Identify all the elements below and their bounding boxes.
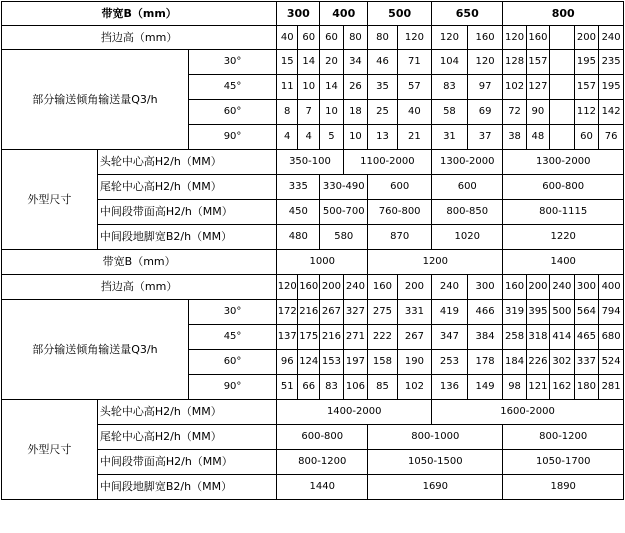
top-dim-cell: 1220 xyxy=(503,225,624,250)
top-dim-cell: 800-850 xyxy=(432,200,503,225)
top-value-cell: 14 xyxy=(320,75,343,100)
bottom-dim-cell: 600-800 xyxy=(277,425,368,450)
top-angle-label: 30° xyxy=(188,50,276,75)
top-angle-label: 45° xyxy=(188,75,276,100)
top-value-cell: 4 xyxy=(277,125,298,150)
top-value-cell: 127 xyxy=(526,75,549,100)
top-dim-cell: 1300-2000 xyxy=(503,150,624,175)
top-value-cell: 157 xyxy=(574,75,599,100)
top-capacity-label: 部分输送倾角输送量Q3/h xyxy=(2,50,189,150)
top-value-cell xyxy=(550,75,575,100)
bottom-wall-cell: 200 xyxy=(526,275,549,300)
bottom-value-cell: 524 xyxy=(599,350,624,375)
top-value-cell: 90 xyxy=(526,100,549,125)
top-value-cell: 102 xyxy=(503,75,526,100)
top-value-cell: 25 xyxy=(368,100,397,125)
bottom-value-cell: 106 xyxy=(343,375,368,400)
top-width-400: 400 xyxy=(320,2,368,26)
top-dim-label: 中间段带面高H2/h（MM） xyxy=(97,200,276,225)
bottom-angle-label: 60° xyxy=(188,350,276,375)
bottom-value-cell: 419 xyxy=(432,300,468,325)
spec-table xyxy=(1,1,624,500)
top-value-cell: 4 xyxy=(298,125,320,150)
top-value-cell: 14 xyxy=(298,50,320,75)
top-value-cell: 71 xyxy=(397,50,431,75)
top-dim-cell: 600 xyxy=(432,175,503,200)
bottom-width-1200: 1200 xyxy=(368,250,503,275)
bottom-value-cell: 347 xyxy=(432,325,468,350)
bottom-value-cell: 319 xyxy=(503,300,526,325)
top-dim-cell: 870 xyxy=(368,225,432,250)
top-wall-cell: 60 xyxy=(298,26,320,50)
top-value-cell: 120 xyxy=(467,50,503,75)
top-value-cell xyxy=(550,100,575,125)
top-dim-row xyxy=(2,150,624,175)
top-wall-cell xyxy=(550,26,575,50)
bottom-value-cell: 500 xyxy=(550,300,575,325)
bottom-dim-cell: 1690 xyxy=(368,475,503,500)
bottom-dim-label: 头轮中心高H2/h（MM） xyxy=(97,400,276,425)
top-value-cell: 235 xyxy=(599,50,624,75)
bottom-value-cell: 124 xyxy=(298,350,320,375)
top-width-300: 300 xyxy=(277,2,320,26)
top-dims-label: 外型尺寸 xyxy=(2,150,98,250)
bottom-value-cell: 226 xyxy=(526,350,549,375)
bottom-dim-cell: 1400-2000 xyxy=(277,400,432,425)
bottom-value-cell: 271 xyxy=(343,325,368,350)
bottom-header-label: 带宽B（mm） xyxy=(2,250,277,275)
bottom-value-cell: 327 xyxy=(343,300,368,325)
bottom-value-cell: 121 xyxy=(526,375,549,400)
top-dim-cell: 500-700 xyxy=(320,200,368,225)
top-value-cell: 97 xyxy=(467,75,503,100)
bottom-angle-label: 90° xyxy=(188,375,276,400)
bottom-value-cell: 216 xyxy=(298,300,320,325)
bottom-value-cell: 267 xyxy=(397,325,431,350)
bottom-value-cell: 564 xyxy=(574,300,599,325)
top-dim-cell: 600-800 xyxy=(503,175,624,200)
bottom-value-cell: 267 xyxy=(320,300,343,325)
top-dim-cell: 335 xyxy=(277,175,320,200)
top-wall-cell: 120 xyxy=(503,26,526,50)
bottom-wall-cell: 160 xyxy=(503,275,526,300)
top-dim-cell: 480 xyxy=(277,225,320,250)
top-wall-cell: 160 xyxy=(526,26,549,50)
top-value-cell: 112 xyxy=(574,100,599,125)
bottom-value-cell: 51 xyxy=(277,375,298,400)
top-value-cell: 83 xyxy=(432,75,468,100)
top-value-cell: 128 xyxy=(503,50,526,75)
bottom-capacity-label: 部分输送倾角输送量Q3/h xyxy=(2,300,189,400)
top-value-cell: 10 xyxy=(343,125,368,150)
bottom-dim-label: 中间段地脚宽B2/h（MM） xyxy=(97,475,276,500)
top-dim-cell: 800-1115 xyxy=(503,200,624,225)
top-value-cell: 15 xyxy=(277,50,298,75)
bottom-value-cell: 337 xyxy=(574,350,599,375)
top-value-cell: 69 xyxy=(467,100,503,125)
top-dim-cell: 330-490 xyxy=(320,175,368,200)
bottom-value-cell: 158 xyxy=(368,350,397,375)
top-value-cell: 7 xyxy=(298,100,320,125)
bottom-wall-label: 挡边高（mm） xyxy=(2,275,277,300)
top-dim-cell: 580 xyxy=(320,225,368,250)
bottom-wall-cell: 240 xyxy=(343,275,368,300)
bottom-value-cell: 190 xyxy=(397,350,431,375)
bottom-dim-cell: 1600-2000 xyxy=(432,400,624,425)
top-dim-cell: 1100-2000 xyxy=(343,150,431,175)
top-value-cell: 157 xyxy=(526,50,549,75)
top-value-cell: 142 xyxy=(599,100,624,125)
top-value-cell: 72 xyxy=(503,100,526,125)
bottom-dim-cell: 800-1000 xyxy=(368,425,503,450)
top-dim-label: 尾轮中心高H2/h（MM） xyxy=(97,175,276,200)
bottom-value-cell: 175 xyxy=(298,325,320,350)
bottom-wall-cell: 300 xyxy=(574,275,599,300)
top-dim-label: 头轮中心高H2/h（MM） xyxy=(97,150,276,175)
bottom-header-row xyxy=(2,250,624,275)
bottom-value-cell: 98 xyxy=(503,375,526,400)
top-value-cell: 60 xyxy=(574,125,599,150)
top-value-cell: 11 xyxy=(277,75,298,100)
top-value-cell: 57 xyxy=(397,75,431,100)
top-value-cell xyxy=(550,50,575,75)
top-value-cell: 18 xyxy=(343,100,368,125)
bottom-value-cell: 216 xyxy=(320,325,343,350)
top-value-cell: 21 xyxy=(397,125,431,150)
top-angle-label: 90° xyxy=(188,125,276,150)
top-wall-cell: 120 xyxy=(432,26,468,50)
bottom-value-cell: 395 xyxy=(526,300,549,325)
bottom-dim-label: 尾轮中心高H2/h（MM） xyxy=(97,425,276,450)
bottom-value-cell: 331 xyxy=(397,300,431,325)
bottom-value-cell: 85 xyxy=(368,375,397,400)
top-width-800: 800 xyxy=(503,2,624,26)
bottom-wall-row xyxy=(2,275,624,300)
bottom-value-cell: 318 xyxy=(526,325,549,350)
bottom-value-cell: 384 xyxy=(467,325,503,350)
top-wall-cell: 80 xyxy=(368,26,397,50)
bottom-value-cell: 83 xyxy=(320,375,343,400)
bottom-value-cell: 184 xyxy=(503,350,526,375)
top-wall-cell: 160 xyxy=(467,26,503,50)
bottom-dims-label: 外型尺寸 xyxy=(2,400,98,500)
top-width-500: 500 xyxy=(368,2,432,26)
bottom-wall-cell: 200 xyxy=(320,275,343,300)
bottom-value-cell: 281 xyxy=(599,375,624,400)
bottom-value-cell: 414 xyxy=(550,325,575,350)
top-header-label: 带宽B（mm） xyxy=(2,2,277,26)
top-dim-label: 中间段地脚宽B2/h（MM） xyxy=(97,225,276,250)
bottom-value-cell: 102 xyxy=(397,375,431,400)
top-value-cell: 40 xyxy=(397,100,431,125)
top-value-cell: 34 xyxy=(343,50,368,75)
top-value-cell: 104 xyxy=(432,50,468,75)
top-value-cell: 195 xyxy=(599,75,624,100)
bottom-value-cell: 197 xyxy=(343,350,368,375)
bottom-value-cell: 137 xyxy=(277,325,298,350)
top-value-cell: 26 xyxy=(343,75,368,100)
bottom-value-cell: 172 xyxy=(277,300,298,325)
bottom-wall-cell: 240 xyxy=(432,275,468,300)
bottom-angle-row xyxy=(2,300,624,325)
bottom-value-cell: 222 xyxy=(368,325,397,350)
top-value-cell: 20 xyxy=(320,50,343,75)
top-value-cell xyxy=(550,125,575,150)
top-wall-cell: 120 xyxy=(397,26,431,50)
bottom-angle-label: 45° xyxy=(188,325,276,350)
top-wall-cell: 200 xyxy=(574,26,599,50)
bottom-value-cell: 680 xyxy=(599,325,624,350)
top-width-650: 650 xyxy=(432,2,503,26)
top-value-cell: 31 xyxy=(432,125,468,150)
bottom-dim-cell: 800-1200 xyxy=(277,450,368,475)
bottom-wall-cell: 400 xyxy=(599,275,624,300)
bottom-wall-cell: 200 xyxy=(397,275,431,300)
top-value-cell: 13 xyxy=(368,125,397,150)
top-value-cell: 10 xyxy=(320,100,343,125)
bottom-value-cell: 180 xyxy=(574,375,599,400)
top-angle-label: 60° xyxy=(188,100,276,125)
top-wall-cell: 60 xyxy=(320,26,343,50)
top-wall-cell: 240 xyxy=(599,26,624,50)
top-dim-cell: 600 xyxy=(368,175,432,200)
bottom-value-cell: 149 xyxy=(467,375,503,400)
bottom-value-cell: 253 xyxy=(432,350,468,375)
bottom-value-cell: 162 xyxy=(550,375,575,400)
bottom-dim-cell: 800-1200 xyxy=(503,425,624,450)
bottom-value-cell: 178 xyxy=(467,350,503,375)
top-header-row xyxy=(2,2,624,26)
top-value-cell: 58 xyxy=(432,100,468,125)
top-dim-cell: 450 xyxy=(277,200,320,225)
bottom-value-cell: 136 xyxy=(432,375,468,400)
bottom-dim-cell: 1050-1700 xyxy=(503,450,624,475)
bottom-width-1400: 1400 xyxy=(503,250,624,275)
bottom-angle-label: 30° xyxy=(188,300,276,325)
bottom-wall-cell: 120 xyxy=(277,275,298,300)
top-value-cell: 5 xyxy=(320,125,343,150)
top-dim-cell: 1300-2000 xyxy=(432,150,503,175)
top-dim-cell: 350-100 xyxy=(277,150,343,175)
bottom-dim-cell: 1440 xyxy=(277,475,368,500)
bottom-dim-cell: 1890 xyxy=(503,475,624,500)
top-value-cell: 76 xyxy=(599,125,624,150)
top-wall-label: 挡边高（mm） xyxy=(2,26,277,50)
top-angle-row xyxy=(2,50,624,75)
top-value-cell: 37 xyxy=(467,125,503,150)
bottom-value-cell: 96 xyxy=(277,350,298,375)
top-value-cell: 48 xyxy=(526,125,549,150)
bottom-value-cell: 466 xyxy=(467,300,503,325)
top-value-cell: 35 xyxy=(368,75,397,100)
bottom-value-cell: 794 xyxy=(599,300,624,325)
bottom-width-1000: 1000 xyxy=(277,250,368,275)
top-value-cell: 195 xyxy=(574,50,599,75)
bottom-value-cell: 275 xyxy=(368,300,397,325)
top-wall-cell: 80 xyxy=(343,26,368,50)
top-value-cell: 46 xyxy=(368,50,397,75)
bottom-wall-cell: 300 xyxy=(467,275,503,300)
bottom-value-cell: 302 xyxy=(550,350,575,375)
bottom-dim-cell: 1050-1500 xyxy=(368,450,503,475)
bottom-value-cell: 66 xyxy=(298,375,320,400)
bottom-wall-cell: 160 xyxy=(298,275,320,300)
bottom-wall-cell: 240 xyxy=(550,275,575,300)
top-wall-cell: 40 xyxy=(277,26,298,50)
bottom-value-cell: 258 xyxy=(503,325,526,350)
bottom-value-cell: 465 xyxy=(574,325,599,350)
top-value-cell: 8 xyxy=(277,100,298,125)
bottom-dim-row xyxy=(2,400,624,425)
top-wall-row xyxy=(2,26,624,50)
top-dim-cell: 760-800 xyxy=(368,200,432,225)
top-value-cell: 10 xyxy=(298,75,320,100)
bottom-value-cell: 153 xyxy=(320,350,343,375)
bottom-dim-label: 中间段带面高H2/h（MM） xyxy=(97,450,276,475)
top-dim-cell: 1020 xyxy=(432,225,503,250)
bottom-wall-cell: 160 xyxy=(368,275,397,300)
top-value-cell: 38 xyxy=(503,125,526,150)
